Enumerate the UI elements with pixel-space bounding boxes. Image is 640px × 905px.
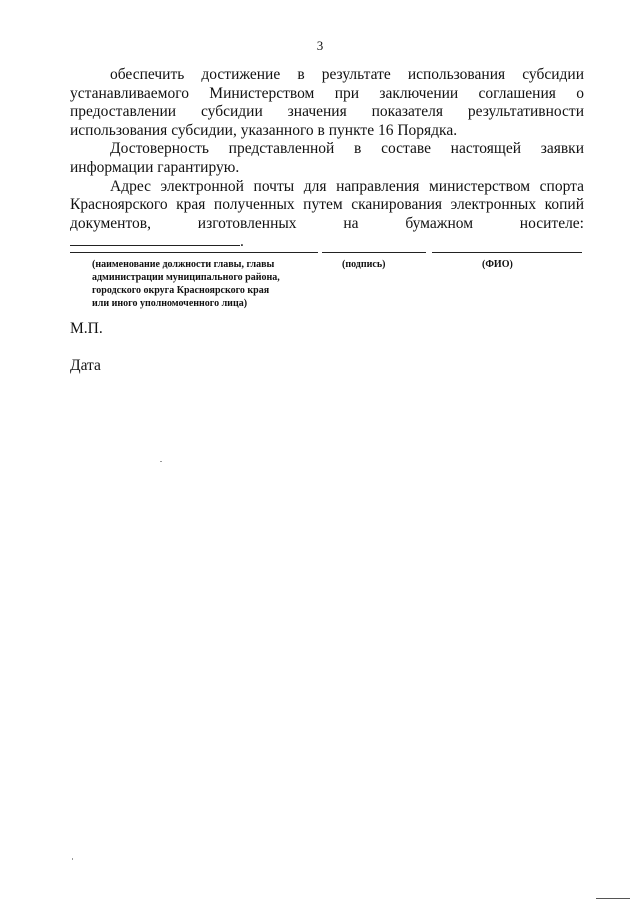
position-caption-line: или иного уполномоченного лица): [92, 298, 248, 309]
fio-signature-line: [432, 252, 582, 253]
scan-edge-mark: [596, 898, 630, 899]
position-signature-line: [70, 252, 318, 253]
date-label: Дата: [70, 357, 101, 374]
scan-speck: [160, 461, 162, 462]
position-caption-line: администрации муниципального района,: [92, 272, 280, 283]
fio-caption: (ФИО): [482, 259, 513, 270]
stamp-label: М.П.: [70, 320, 103, 337]
position-caption-line: (наименование должности главы, главы: [92, 259, 275, 270]
scan-speck: [72, 858, 73, 860]
position-caption-line: городского округа Красноярского края: [92, 285, 270, 296]
signature-line: [322, 252, 426, 253]
document-body: [70, 66, 584, 252]
email-fill-line: [70, 233, 240, 246]
email-paragraph-end: .: [240, 233, 244, 251]
paragraph-email-address: [70, 178, 584, 252]
signature-caption: (подпись): [342, 259, 386, 270]
position-caption: [92, 258, 292, 310]
email-paragraph-text: Адрес электронной почты для направления министерством спорта Красноярского края полученных путем сканирования электронных копий документов, изготовленных на бумажном носителе:: [70, 177, 584, 232]
paragraph-obligation: обеспечить достижение в результате использования субсидии устанавливаемого Министерством при заключении соглашения о предоставлении субсидии значения показателя результативности использования субсидии, указанного в пункте 16 Порядка.: [70, 66, 584, 139]
page-number: 3: [316, 38, 324, 53]
paragraph-guarantee: Достоверность представленной в составе настоящей заявки информации гарантирую.: [70, 140, 584, 176]
